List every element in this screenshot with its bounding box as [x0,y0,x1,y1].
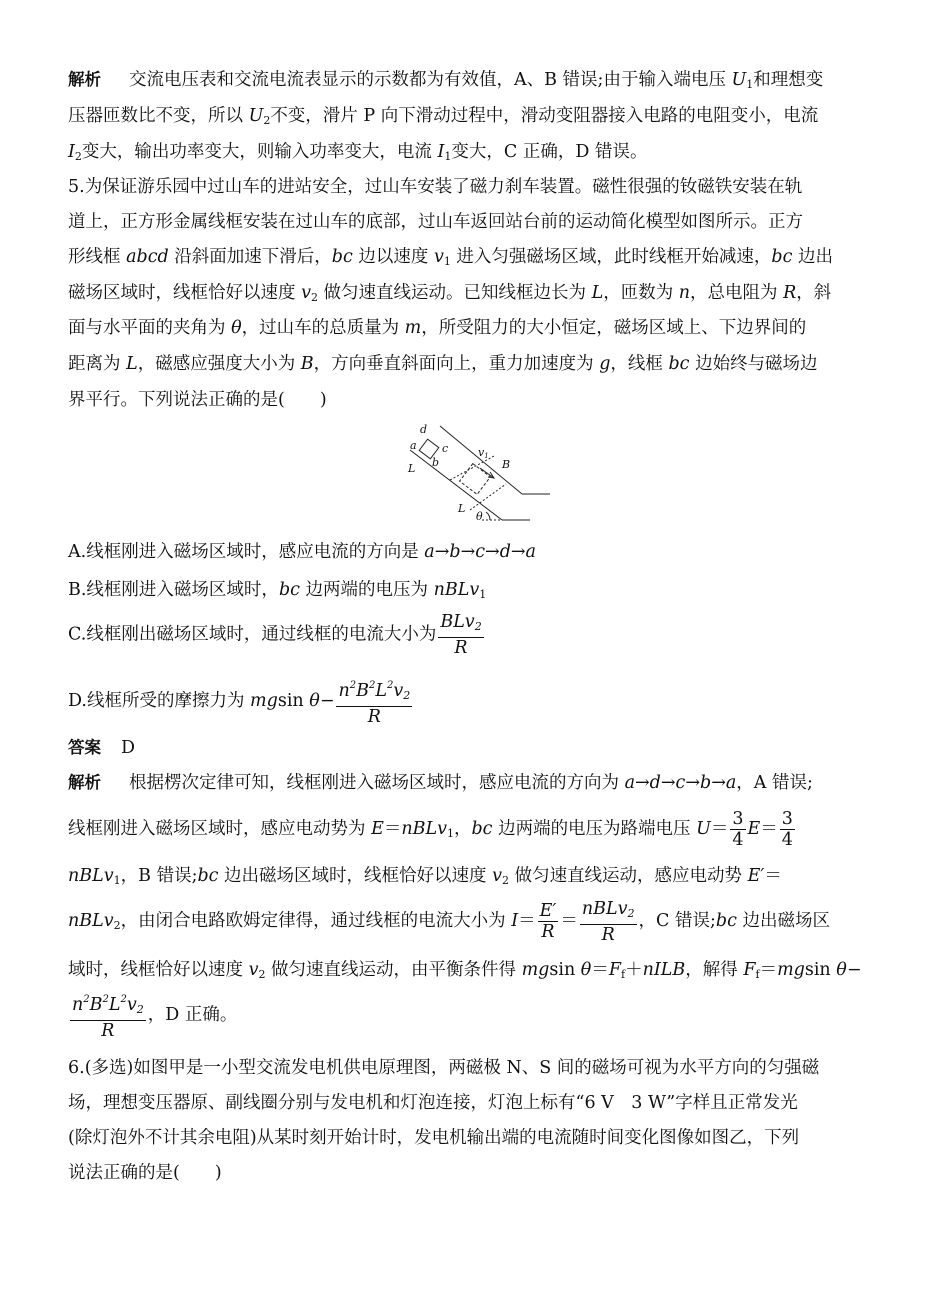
question6-line3: (除灯泡外不计其余电阻)从某时刻开始计时，发电机输出端的电流随时间变化图像如图乙，下列 [68,1128,800,1148]
operator: ＝ [560,911,578,931]
subscript: 1 [443,255,451,268]
current-sequence: a→d→c→b→a [624,773,737,793]
text: ，匝数为 [603,283,679,303]
text: sin [277,691,310,711]
analysis2-line3 [68,864,888,893]
question5-line2: 道上，正方形金属线框安装在过山车的底部，过山车返回站台前的运动简化模型如图所示。正方 [68,212,803,232]
expr: nBLv [433,580,480,600]
text: 做匀速直线运动，由平衡条件得 [265,960,522,980]
text: 根据楞次定律可知，线框刚进入磁场区域时，感应电流的方向为 [129,773,625,793]
denominator: R [101,1021,115,1041]
var: v [492,866,502,886]
analysis1-line3 [68,140,888,169]
var: v [248,960,259,980]
label-v1: v1 [478,446,489,460]
option-a [68,540,888,564]
angle-arc [486,512,490,520]
text: ，磁感应强度大小为 [137,354,301,374]
var-I: I [437,142,445,162]
subscript: 2 [113,919,121,932]
fraction [580,899,637,945]
operator: ＝ [518,911,536,931]
text: 压器匝数比不变，所以 [68,106,249,126]
text: 线框刚进入磁场区域时，感应电动势为 [68,819,372,839]
expr: nBLv [401,819,447,839]
text: 交流电压表和交流电流表显示的示数都为有效值，A、B 错误;由于输入端电压 [129,70,732,90]
var: θ [836,960,847,980]
subscript: 1 [113,874,121,887]
velocity-arrowhead [488,472,494,478]
numerator: BLv$_2$ [438,612,483,638]
operator: ＝ [759,960,778,980]
var: g [599,354,611,374]
operator: ＝ [764,866,782,886]
text: 距离为 [68,354,127,374]
expr: nBLv [68,911,114,931]
text: D.线框所受的摩擦力为 [68,691,251,711]
var: θ [231,318,242,338]
var: L [126,354,138,374]
operator: ＋ [625,960,643,980]
option-c [68,612,888,658]
operator: − [846,960,862,980]
fraction [538,901,559,942]
incline-lower-line [410,450,502,520]
text: ，所受阻力的大小恒定，磁场区域上、下边界间的 [421,318,807,338]
numerator: 3 [781,809,793,829]
numerator: E′ [539,901,557,921]
var: θ [580,960,592,980]
var: bc [715,911,737,931]
subscript: f [755,968,760,981]
text: ，A 错误; [736,773,813,793]
var-U: U [731,70,747,90]
var: n [678,283,691,303]
denominator: R [541,922,555,942]
subscript: 1 [444,150,452,163]
question6-line2: 场，理想变压器原、副线圈分别与发电机和灯泡连接，灯泡上标有“6 V 3 W”字样且正常发光 [68,1093,798,1113]
text: 变大，输出功率变大，则输入功率变大，电流 [81,142,438,162]
denominator: R [454,638,468,658]
fraction [336,676,412,727]
text: B.线框刚进入磁场区域时， [68,580,279,600]
var-I: I [68,142,75,162]
var: E [371,819,384,839]
text: 磁场区域时，线框恰好以速度 [68,283,302,303]
denominator: R [601,924,615,945]
denominator: 4 [732,830,744,850]
var: mg [521,960,550,980]
denominator: 4 [781,830,793,850]
option-b [68,578,888,607]
text: 进入匀强磁场区域，此时线框开始减速， [450,247,772,267]
text: ，斜 [796,283,832,303]
label-c: c [442,442,449,455]
analysis-label: 解析 [68,70,101,89]
text: A.线框刚进入磁场区域时，感应电流的方向是 [68,542,425,562]
var: bc [668,354,690,374]
numerator: $n^2B^2L^2v_2$ [336,676,412,707]
numerator: nBLv$_2$ [580,899,637,925]
subscript: 2 [502,874,509,887]
var: v [301,283,311,303]
text: 边以速度 [352,247,434,267]
label-theta: θ [476,510,483,523]
text: ，总电阻为 [690,283,784,303]
text: ，C 错误; [638,911,716,931]
var: L [591,283,604,303]
analysis2-line2 [68,806,888,857]
label-B: B [502,458,511,471]
var: mg [777,960,805,980]
analysis2-line6 [68,990,888,1041]
analysis1-line1 [68,68,888,97]
numerator: $n^2B^2L^2v_2$ [70,990,146,1021]
var: bc [771,247,793,267]
subscript: 1 [746,78,754,91]
coil-frame-middle [460,464,491,495]
text: 沿斜面加速下滑后， [168,247,332,267]
question6-line4: 说法正确的是( ) [68,1163,222,1183]
var: bc [331,247,353,267]
text: ，B 错误; [120,866,198,886]
subscript: 2 [74,150,82,163]
text: ，方向垂直斜面向上，重力加速度为 [313,354,600,374]
var-U: U [248,106,264,126]
label-a: a [410,439,417,452]
var: B [300,354,314,374]
var: bc [197,866,219,886]
text: C.线框刚出磁场区域时，通过线框的电流大小为 [68,624,437,645]
question5-line1: 5.为保证游乐园中过山车的进站安全，过山车安装了磁力刹车装置。磁性很强的钕磁铁安装在轨 [68,177,803,197]
var: F [608,960,621,980]
text: 变大，C 正确，D 错误。 [451,142,648,162]
text: 形线框 [68,247,127,267]
var: R [783,283,797,303]
text: 做匀速直线运动。已知线框边长为 [317,283,592,303]
text: 面与水平面的夹角为 [68,318,232,338]
question5-line7: 界平行。下列说法正确的是( ) [68,390,327,410]
field-boundary-lower [470,484,506,510]
text: 和理想变 [753,70,824,90]
var: bc [471,819,493,839]
subscript: f [621,968,626,981]
option-d [68,676,888,727]
analysis2-line1 [68,771,888,795]
text: 边两端的电压为 [299,580,434,600]
var: bc [278,580,300,600]
operator: ＝ [591,960,609,980]
text: 边出 [792,247,833,267]
analysis2-line5 [68,958,888,987]
analysis2-line4 [68,898,888,949]
text: 边始终与磁场边 [689,354,818,374]
var: mg [250,691,278,711]
operator: ＝ [760,819,778,839]
text: ，解得 [685,960,744,980]
label-L-bottom: L [458,502,466,515]
text: 边出磁场区域时，线框恰好以速度 [218,866,493,886]
var: v [433,247,444,267]
label-L-top: L [408,462,416,475]
subscript: 1 [446,827,454,840]
label-b: b [432,456,440,469]
text: 域时，线框恰好以速度 [68,960,249,980]
question5-line6 [68,352,888,376]
subscript: 2 [263,114,271,127]
var: E [747,819,761,839]
answer-line [68,736,888,760]
answer-value: D [121,738,136,758]
fraction [70,990,146,1041]
label-d: d [420,423,428,436]
text: 边两端的电压为路端电压 [492,819,697,839]
text: ，D 正确。 [147,1005,238,1025]
numerator: 3 [732,809,744,829]
fraction [438,612,483,658]
subscript: 2 [258,968,266,981]
var: θ [309,691,320,711]
operator: − [319,691,335,711]
text: ，过山车的总质量为 [241,318,405,338]
text: sin [549,960,581,980]
question5-line4 [68,281,888,310]
var: F [743,960,756,980]
answer-label: 答案 [68,738,101,757]
var: U [696,819,711,839]
incline-magnet-figure [398,420,558,526]
subscript: 1 [479,588,487,601]
fraction-3-4 [730,809,745,850]
analysis-label: 解析 [68,773,101,792]
var: m [404,318,422,338]
fraction-3-4 [780,809,795,850]
var: I [511,911,519,931]
current-sequence: a→b→c→d→a [424,542,536,562]
question5-line3 [68,245,888,274]
analysis1-line2 [68,104,888,133]
operator: ＝ [710,819,729,839]
subscript: 2 [310,291,318,304]
expr: nBLv [68,866,114,886]
question6-line1: 6.(多选)如图甲是一小型交流发电机供电原理图，两磁极 N、S 间的磁场可视为水平方向的匀强磁 [68,1058,820,1078]
text: ，线框 [610,354,669,374]
question5-line5 [68,316,888,340]
text: 不变，滑片 P 向下滑动过程中，滑动变阻器接入电路的电阻变小，电流 [270,106,819,126]
text: 边出磁场区 [736,911,830,931]
text: ， [453,819,472,839]
expr: nILB [642,960,686,980]
text: sin [804,960,837,980]
text: ，由闭合电路欧姆定律得，通过线框的电流大小为 [120,911,512,931]
operator: ＝ [383,819,402,839]
denominator: R [367,707,381,727]
var: E′ [747,866,765,886]
text: 做匀速直线运动，感应电动势 [509,866,748,886]
var: abcd [126,247,169,267]
